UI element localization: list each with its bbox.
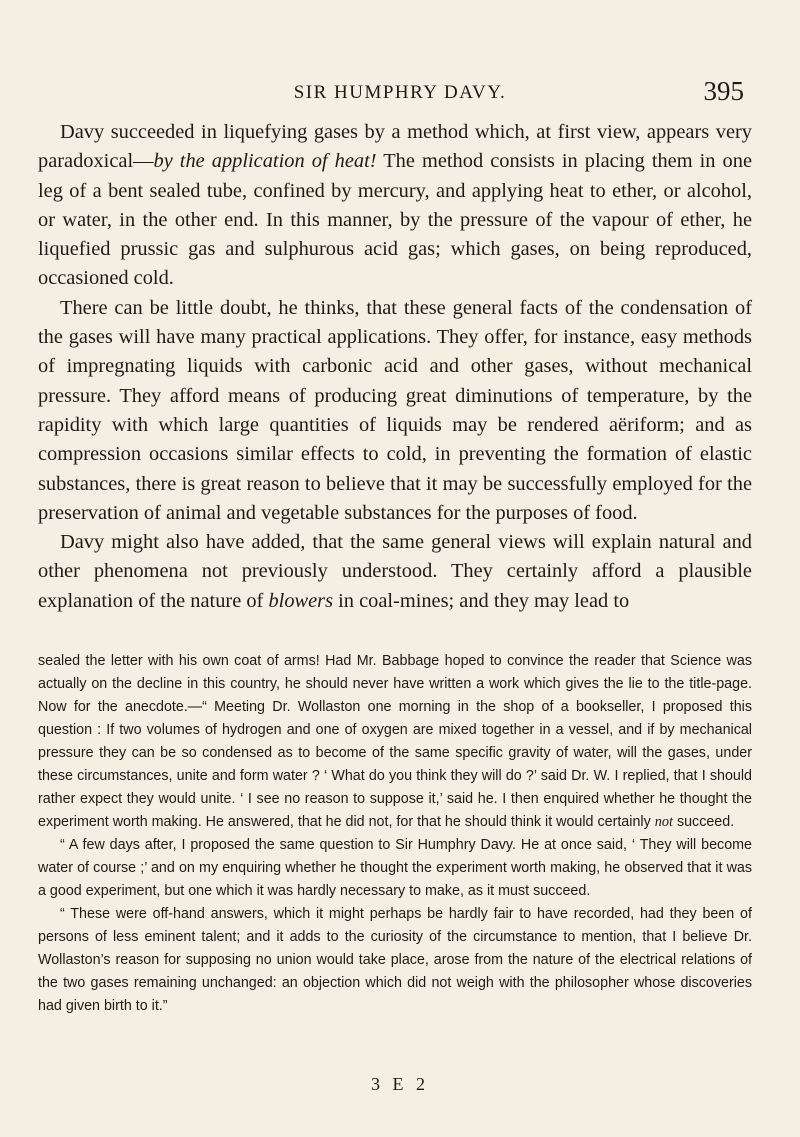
footnote-paragraph-1-italic: not [654, 814, 673, 830]
footnote-paragraph-1-text-a: sealed the letter with his own coat of arms! Had Mr. Babbage hoped to convince the reader that Science was actually on the decline in this country, he should never have written a work which gives the lie to the title-page. Now for the anecdote.—“ Meeting Dr. Wollaston one morning in the shop of a bookseller, I proposed this question : If two volumes of hydrogen and one of oxygen are mixed together in a vessel, and if by mechanical pressure they can be so condensed as to become of the same specific gravity of water, will the gases, under these circumstances, unite and form water ? ‘ What do you think they will do ?’ said Dr. W. I replied, that I should rather expect they would unite. ‘ I see no reason to suppose it,’ said he. I then enquired whether he thought the experiment worth making. He answered, that he did not, for that he should think it would certainly [38, 653, 752, 830]
paragraph-3 [38, 528, 752, 616]
footnote-paragraph-3: “ These were off-hand answers, which it might perhaps be hardly fair to have recorded, had they been of persons of less eminent talent; and it adds to the curiosity of the circumstance to mention, that I believe Dr. Wollaston’s reason for supposing no union would take place, arose from the nature of the electrical relations of the two gases remaining unchanged: an objection which did not weigh with the philosopher whose discoveries had given birth to it.” [38, 906, 752, 1014]
paragraph-1 [38, 118, 752, 294]
paragraph-1-italic: by the application of heat! [153, 150, 377, 173]
running-title: SIR HUMPHRY DAVY. [293, 82, 507, 103]
footnote-paragraph-1-text-b: succeed. [672, 814, 735, 830]
footnote-paragraph-1 [38, 650, 752, 834]
paragraph-3-text-a: Davy might also have added, that the same general views will explain natural and other phenomena not previously understood. They certainly afford a plausible explanation of the nature of [38, 531, 752, 612]
footnote [38, 650, 752, 1018]
main-text [38, 118, 752, 616]
paragraph-1-text-a: Davy succeeded in liquefying gases by a method which, at first view, appears very paradoxical— [38, 121, 752, 173]
paragraph-3-text-b: in coal-mines; and they may lead to [333, 589, 630, 612]
running-head [40, 76, 760, 106]
footnote-paragraph-2: “ A few days after, I proposed the same question to Sir Humphry Davy. He at once said, ‘ They will become water of course ;’ and on my enquiring whether he thought the experiment worth making, he observed that it was a good experiment, but one which it was hardly necessary to make, as it must succeed. [38, 837, 752, 899]
signature-mark: 3 E 2 [371, 1074, 429, 1094]
paragraph-2: There can be little doubt, he thinks, that these general facts of the condensation of the gases will have many practical applications. They offer, for instance, easy methods of impregnating liquids with carbonic acid and other gases, without mechanical pressure. They afford means of producing great diminutions of temperature, by the rapidity with which large quantities of liquids may be rendered aëriform; and as compression occasions similar effects to cold, in preventing the formation of elastic substances, there is great reason to believe that it may be successfully employed for the preservation of animal and vegetable substances for the purposes of food. [38, 296, 752, 524]
paragraph-3-italic: blowers [268, 589, 334, 612]
paragraph-1-text-b: The method consists in placing them in one leg of a bent sealed tube, confined by mercury, and applying heat to ether, or alcohol, or water, in the other end. In this manner, by the pressure of the vapour of ether, he liquefied prussic gas and sulphurous acid gas; which gases, on being reproduced, occasioned cold. [38, 150, 753, 290]
page-number: 395 [703, 76, 744, 106]
